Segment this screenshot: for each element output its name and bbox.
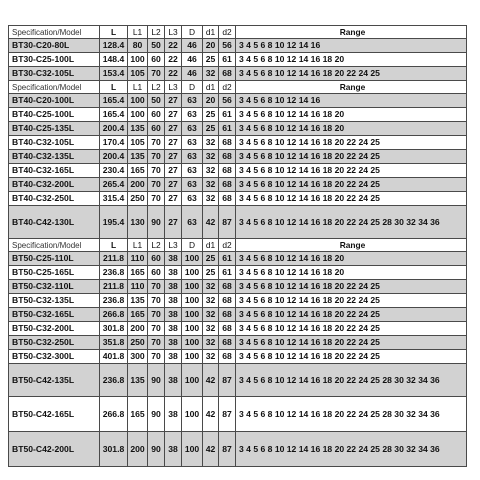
dimension-cell-d: 46: [182, 67, 203, 81]
dimension-cell-l1: 130: [128, 206, 148, 239]
dimension-cell-l2: 70: [148, 280, 165, 294]
range-cell: 3 4 5 6 8 10 12 14 16 18 20: [236, 53, 467, 67]
dimension-cell-d: 100: [182, 280, 203, 294]
dimension-cell-d2: 87: [219, 206, 236, 239]
range-cell: 3 4 5 6 8 10 12 14 16 18 20 22 24 25: [236, 150, 467, 164]
model-cell: BT30-C25-100L: [9, 53, 100, 67]
dimension-cell-l1: 100: [128, 53, 148, 67]
range-cell: 3 4 5 6 8 10 12 14 16 18 20: [236, 266, 467, 280]
model-cell: BT40-C32-250L: [9, 192, 100, 206]
model-cell: BT50-C42-165L: [9, 397, 100, 432]
dimension-cell-l2: 60: [148, 122, 165, 136]
dimension-cell-d: 100: [182, 350, 203, 364]
header-cell-range: Range: [236, 26, 467, 39]
range-cell: 3 4 5 6 8 10 12 14 16: [236, 94, 467, 108]
model-cell: BT50-C32-250L: [9, 336, 100, 350]
header-row: [9, 81, 467, 94]
dimension-cell-d2: 68: [219, 164, 236, 178]
dimension-cell-l1: 200: [128, 432, 148, 467]
table-row: [9, 322, 467, 336]
dimension-cell-l2: 70: [148, 308, 165, 322]
model-cell: BT50-C32-300L: [9, 350, 100, 364]
dimension-cell-l2: 70: [148, 192, 165, 206]
dimension-cell-l: 128.4: [100, 39, 128, 53]
dimension-cell-l2: 70: [148, 67, 165, 81]
dimension-cell-d1: 42: [203, 397, 219, 432]
dimension-cell-l2: 50: [148, 39, 165, 53]
dimension-cell-l: 236.8: [100, 364, 128, 397]
dimension-cell-d: 46: [182, 39, 203, 53]
dimension-cell-l2: 70: [148, 322, 165, 336]
range-cell: 3 4 5 6 8 10 12 14 16 18 20 22 24 25: [236, 308, 467, 322]
model-cell: BT50-C32-200L: [9, 322, 100, 336]
dimension-cell-d1: 32: [203, 164, 219, 178]
range-cell: 3 4 5 6 8 10 12 14 16 18 20 22 24 25: [236, 350, 467, 364]
header-cell-d2: d2: [219, 26, 236, 39]
header-cell-d1: d1: [203, 81, 219, 94]
header-cell-spec: Specification/Model: [9, 26, 100, 39]
dimension-cell-d1: 32: [203, 136, 219, 150]
dimension-cell-l1: 165: [128, 164, 148, 178]
header-cell-l1: L1: [128, 26, 148, 39]
spec-table: [8, 25, 467, 467]
header-cell-l3: L3: [165, 239, 182, 252]
dimension-cell-l: 153.4: [100, 67, 128, 81]
dimension-cell-l1: 200: [128, 322, 148, 336]
dimension-cell-d1: 42: [203, 432, 219, 467]
dimension-cell-l2: 70: [148, 178, 165, 192]
dimension-cell-l: 200.4: [100, 122, 128, 136]
dimension-cell-d2: 68: [219, 150, 236, 164]
model-cell: BT40-C20-100L: [9, 94, 100, 108]
dimension-cell-l2: 70: [148, 150, 165, 164]
table-row: [9, 108, 467, 122]
dimension-cell-l3: 22: [165, 53, 182, 67]
range-cell: 3 4 5 6 8 10 12 14 16 18 20 22 24 25 28 30 32 34 36: [236, 432, 467, 467]
dimension-cell-d1: 32: [203, 178, 219, 192]
dimension-cell-d2: 61: [219, 252, 236, 266]
model-cell: BT50-C42-200L: [9, 432, 100, 467]
dimension-cell-d1: 32: [203, 336, 219, 350]
range-cell: 3 4 5 6 8 10 12 14 16 18 20: [236, 108, 467, 122]
dimension-cell-d2: 61: [219, 122, 236, 136]
range-cell: 3 4 5 6 8 10 12 14 16 18 20 22 24 25: [236, 67, 467, 81]
header-row: [9, 26, 467, 39]
dimension-cell-l: 165.4: [100, 94, 128, 108]
range-cell: 3 4 5 6 8 10 12 14 16 18 20 22 24 25: [236, 336, 467, 350]
model-cell: BT40-C25-100L: [9, 108, 100, 122]
dimension-cell-l: 315.4: [100, 192, 128, 206]
table-row: [9, 280, 467, 294]
range-cell: 3 4 5 6 8 10 12 14 16 18 20 22 24 25 28 30 32 34 36: [236, 364, 467, 397]
dimension-cell-d1: 25: [203, 122, 219, 136]
table-row: [9, 39, 467, 53]
dimension-cell-d1: 25: [203, 252, 219, 266]
table-row: [9, 164, 467, 178]
dimension-cell-d: 63: [182, 136, 203, 150]
dimension-cell-l: 301.8: [100, 432, 128, 467]
dimension-cell-l3: 27: [165, 206, 182, 239]
dimension-cell-l3: 38: [165, 294, 182, 308]
dimension-cell-l1: 135: [128, 122, 148, 136]
dimension-cell-l2: 70: [148, 350, 165, 364]
model-cell: BT50-C25-165L: [9, 266, 100, 280]
header-cell-spec: Specification/Model: [9, 239, 100, 252]
range-cell: 3 4 5 6 8 10 12 14 16 18 20 22 24 25: [236, 192, 467, 206]
dimension-cell-d2: 68: [219, 67, 236, 81]
dimension-cell-d: 100: [182, 266, 203, 280]
dimension-cell-d1: 32: [203, 322, 219, 336]
range-cell: 3 4 5 6 8 10 12 14 16 18 20 22 24 25: [236, 280, 467, 294]
model-cell: BT50-C32-110L: [9, 280, 100, 294]
dimension-cell-d2: 56: [219, 94, 236, 108]
dimension-cell-l2: 60: [148, 108, 165, 122]
dimension-cell-d2: 87: [219, 364, 236, 397]
dimension-cell-d2: 68: [219, 336, 236, 350]
dimension-cell-l3: 27: [165, 178, 182, 192]
range-cell: 3 4 5 6 8 10 12 14 16 18 20 22 24 25: [236, 294, 467, 308]
dimension-cell-l2: 60: [148, 252, 165, 266]
dimension-cell-l2: 60: [148, 266, 165, 280]
range-cell: 3 4 5 6 8 10 12 14 16: [236, 39, 467, 53]
model-cell: BT30-C20-80L: [9, 39, 100, 53]
table-row: [9, 336, 467, 350]
dimension-cell-d2: 61: [219, 266, 236, 280]
dimension-cell-d2: 68: [219, 178, 236, 192]
dimension-cell-l3: 38: [165, 308, 182, 322]
dimension-cell-l3: 22: [165, 39, 182, 53]
range-cell: 3 4 5 6 8 10 12 14 16 18 20 22 24 25: [236, 164, 467, 178]
dimension-cell-d2: 56: [219, 39, 236, 53]
dimension-cell-l1: 110: [128, 252, 148, 266]
dimension-cell-d1: 20: [203, 94, 219, 108]
table-row: [9, 53, 467, 67]
dimension-cell-d: 63: [182, 164, 203, 178]
dimension-cell-l1: 165: [128, 266, 148, 280]
dimension-cell-l: 170.4: [100, 136, 128, 150]
dimension-cell-l3: 38: [165, 432, 182, 467]
model-cell: BT30-C32-105L: [9, 67, 100, 81]
range-cell: 3 4 5 6 8 10 12 14 16 18 20 22 24 25 28 30 32 34 36: [236, 397, 467, 432]
dimension-cell-l3: 38: [165, 322, 182, 336]
dimension-cell-l1: 250: [128, 192, 148, 206]
table-row: [9, 192, 467, 206]
dimension-cell-l3: 27: [165, 94, 182, 108]
dimension-cell-d2: 87: [219, 432, 236, 467]
header-cell-l2: L2: [148, 26, 165, 39]
dimension-cell-l2: 60: [148, 53, 165, 67]
dimension-cell-l: 401.8: [100, 350, 128, 364]
dimension-cell-d2: 68: [219, 308, 236, 322]
header-cell-l: L: [100, 239, 128, 252]
dimension-cell-d2: 68: [219, 192, 236, 206]
header-cell-l1: L1: [128, 239, 148, 252]
dimension-cell-d: 63: [182, 206, 203, 239]
dimension-cell-l3: 38: [165, 252, 182, 266]
dimension-cell-l1: 100: [128, 94, 148, 108]
dimension-cell-l3: 27: [165, 108, 182, 122]
table-row: [9, 432, 467, 467]
dimension-cell-l3: 38: [165, 397, 182, 432]
header-cell-l1: L1: [128, 81, 148, 94]
dimension-cell-l3: 27: [165, 192, 182, 206]
dimension-cell-l3: 27: [165, 122, 182, 136]
dimension-cell-l3: 38: [165, 364, 182, 397]
dimension-cell-l3: 38: [165, 280, 182, 294]
dimension-cell-d: 100: [182, 397, 203, 432]
dimension-cell-d: 100: [182, 336, 203, 350]
dimension-cell-d1: 32: [203, 192, 219, 206]
dimension-cell-l3: 27: [165, 136, 182, 150]
header-row: [9, 239, 467, 252]
dimension-cell-l3: 27: [165, 164, 182, 178]
dimension-cell-l: 265.4: [100, 178, 128, 192]
dimension-cell-d2: 68: [219, 294, 236, 308]
dimension-cell-l: 165.4: [100, 108, 128, 122]
table-row: [9, 308, 467, 322]
table-row: [9, 266, 467, 280]
dimension-cell-l: 200.4: [100, 150, 128, 164]
dimension-cell-l1: 105: [128, 136, 148, 150]
dimension-cell-d: 100: [182, 432, 203, 467]
dimension-cell-l2: 50: [148, 94, 165, 108]
header-cell-spec: Specification/Model: [9, 81, 100, 94]
dimension-cell-d: 63: [182, 94, 203, 108]
dimension-cell-d1: 42: [203, 206, 219, 239]
table-row: [9, 350, 467, 364]
dimension-cell-l1: 250: [128, 336, 148, 350]
header-cell-l: L: [100, 26, 128, 39]
model-cell: BT40-C32-165L: [9, 164, 100, 178]
table-row: [9, 150, 467, 164]
dimension-cell-l2: 90: [148, 206, 165, 239]
dimension-cell-l1: 135: [128, 364, 148, 397]
dimension-cell-d2: 68: [219, 280, 236, 294]
dimension-cell-l2: 70: [148, 164, 165, 178]
header-cell-d1: d1: [203, 26, 219, 39]
dimension-cell-l: 230.4: [100, 164, 128, 178]
header-cell-l2: L2: [148, 239, 165, 252]
dimension-cell-d1: 32: [203, 350, 219, 364]
dimension-cell-d: 63: [182, 108, 203, 122]
dimension-cell-l: 236.8: [100, 266, 128, 280]
dimension-cell-d1: 25: [203, 266, 219, 280]
model-cell: BT50-C42-135L: [9, 364, 100, 397]
dimension-cell-l: 266.8: [100, 308, 128, 322]
range-cell: 3 4 5 6 8 10 12 14 16 18 20: [236, 122, 467, 136]
model-cell: BT50-C25-110L: [9, 252, 100, 266]
dimension-cell-d: 100: [182, 308, 203, 322]
model-cell: BT40-C32-135L: [9, 150, 100, 164]
header-cell-d: D: [182, 81, 203, 94]
dimension-cell-d1: 32: [203, 67, 219, 81]
dimension-cell-l2: 90: [148, 397, 165, 432]
dimension-cell-d1: 20: [203, 39, 219, 53]
dimension-cell-d: 100: [182, 364, 203, 397]
model-cell: BT50-C32-165L: [9, 308, 100, 322]
header-cell-l3: L3: [165, 81, 182, 94]
header-cell-l: L: [100, 81, 128, 94]
table-row: [9, 294, 467, 308]
model-cell: BT40-C32-105L: [9, 136, 100, 150]
dimension-cell-l3: 38: [165, 350, 182, 364]
header-cell-d2: d2: [219, 81, 236, 94]
dimension-cell-l: 301.8: [100, 322, 128, 336]
dimension-cell-l2: 70: [148, 294, 165, 308]
header-cell-l3: L3: [165, 26, 182, 39]
dimension-cell-d: 100: [182, 294, 203, 308]
model-cell: BT40-C25-135L: [9, 122, 100, 136]
dimension-cell-l: 211.8: [100, 280, 128, 294]
header-cell-l2: L2: [148, 81, 165, 94]
table-row: [9, 178, 467, 192]
dimension-cell-d1: 32: [203, 308, 219, 322]
dimension-cell-l1: 165: [128, 397, 148, 432]
dimension-cell-l3: 22: [165, 67, 182, 81]
table-row: [9, 136, 467, 150]
dimension-cell-d: 100: [182, 252, 203, 266]
dimension-cell-l1: 135: [128, 150, 148, 164]
table-row: [9, 67, 467, 81]
dimension-cell-l1: 105: [128, 67, 148, 81]
table-row: [9, 364, 467, 397]
dimension-cell-d: 46: [182, 53, 203, 67]
dimension-cell-d1: 42: [203, 364, 219, 397]
header-cell-d1: d1: [203, 239, 219, 252]
header-cell-d: D: [182, 26, 203, 39]
dimension-cell-d: 63: [182, 178, 203, 192]
model-cell: BT40-C42-130L: [9, 206, 100, 239]
range-cell: 3 4 5 6 8 10 12 14 16 18 20 22 24 25 28 30 32 34 36: [236, 206, 467, 239]
dimension-cell-d: 63: [182, 192, 203, 206]
header-cell-range: Range: [236, 81, 467, 94]
table-row: [9, 397, 467, 432]
dimension-cell-l1: 165: [128, 308, 148, 322]
range-cell: 3 4 5 6 8 10 12 14 16 18 20 22 24 25: [236, 178, 467, 192]
dimension-cell-l3: 27: [165, 150, 182, 164]
dimension-cell-d2: 61: [219, 53, 236, 67]
header-cell-range: Range: [236, 239, 467, 252]
dimension-cell-l2: 90: [148, 432, 165, 467]
dimension-cell-l: 195.4: [100, 206, 128, 239]
range-cell: 3 4 5 6 8 10 12 14 16 18 20: [236, 252, 467, 266]
dimension-cell-d2: 87: [219, 397, 236, 432]
dimension-cell-l1: 300: [128, 350, 148, 364]
table-row: [9, 122, 467, 136]
dimension-cell-d1: 25: [203, 53, 219, 67]
dimension-cell-l3: 38: [165, 266, 182, 280]
dimension-cell-l: 211.8: [100, 252, 128, 266]
dimension-cell-d: 100: [182, 322, 203, 336]
dimension-cell-l2: 70: [148, 336, 165, 350]
table-row: [9, 252, 467, 266]
dimension-cell-d: 63: [182, 122, 203, 136]
dimension-cell-l: 351.8: [100, 336, 128, 350]
table-row: [9, 206, 467, 239]
dimension-cell-l3: 38: [165, 336, 182, 350]
dimension-cell-d1: 32: [203, 150, 219, 164]
dimension-cell-d: 63: [182, 150, 203, 164]
dimension-cell-d2: 61: [219, 108, 236, 122]
dimension-cell-d1: 25: [203, 108, 219, 122]
dimension-cell-d2: 68: [219, 322, 236, 336]
dimension-cell-l2: 70: [148, 136, 165, 150]
dimension-cell-l1: 80: [128, 39, 148, 53]
table-row: [9, 94, 467, 108]
dimension-cell-l: 266.8: [100, 397, 128, 432]
dimension-cell-l2: 90: [148, 364, 165, 397]
dimension-cell-l: 148.4: [100, 53, 128, 67]
header-cell-d2: d2: [219, 239, 236, 252]
model-cell: BT40-C32-200L: [9, 178, 100, 192]
dimension-cell-d2: 68: [219, 350, 236, 364]
spec-table-container: [8, 25, 466, 467]
range-cell: 3 4 5 6 8 10 12 14 16 18 20 22 24 25: [236, 322, 467, 336]
spec-table-body: [9, 26, 467, 467]
dimension-cell-l1: 100: [128, 108, 148, 122]
model-cell: BT50-C32-135L: [9, 294, 100, 308]
dimension-cell-l: 236.8: [100, 294, 128, 308]
dimension-cell-l1: 110: [128, 280, 148, 294]
dimension-cell-d2: 68: [219, 136, 236, 150]
dimension-cell-d1: 32: [203, 294, 219, 308]
dimension-cell-l1: 135: [128, 294, 148, 308]
range-cell: 3 4 5 6 8 10 12 14 16 18 20 22 24 25: [236, 136, 467, 150]
dimension-cell-l1: 200: [128, 178, 148, 192]
dimension-cell-d1: 32: [203, 280, 219, 294]
header-cell-d: D: [182, 239, 203, 252]
